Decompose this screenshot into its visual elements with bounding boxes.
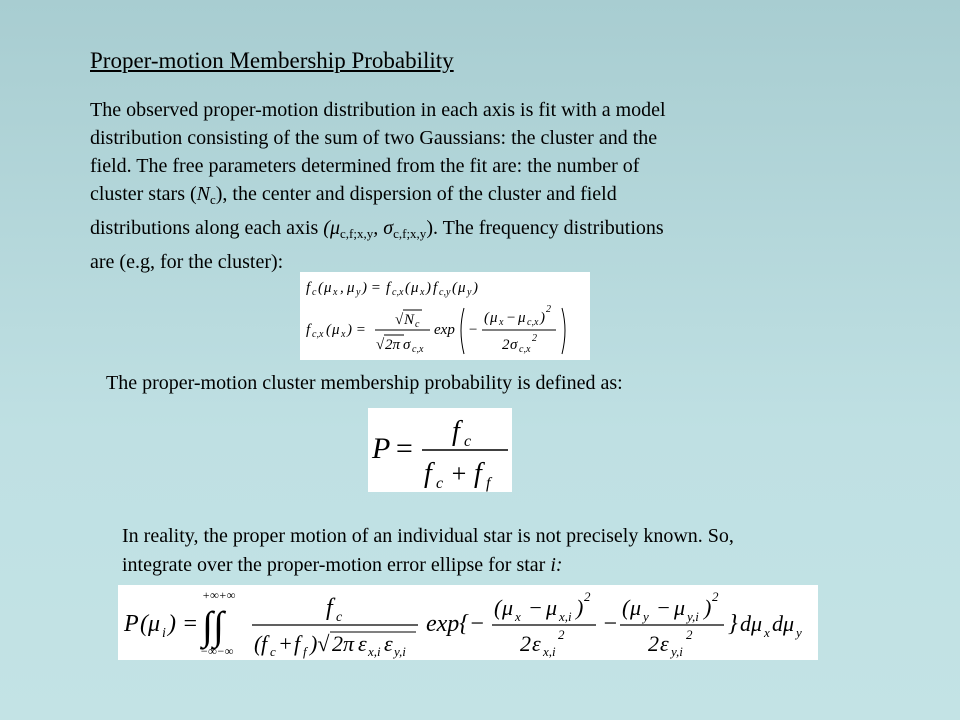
svg-text:μ: μ	[546, 595, 558, 620]
svg-text:f: f	[294, 631, 301, 656]
svg-text:+: +	[450, 459, 468, 488]
svg-text:}: }	[728, 611, 738, 637]
svg-text:2: 2	[546, 304, 551, 315]
svg-text:−∞−∞: −∞−∞	[200, 644, 234, 658]
svg-text:2: 2	[648, 631, 659, 656]
svg-text:μ: μ	[458, 280, 466, 296]
text-line: The observed proper-motion distribution in each axis is fit with a model	[90, 99, 666, 121]
svg-text:,: ,	[340, 280, 344, 296]
svg-text:f: f	[474, 458, 482, 489]
svg-text:−: −	[656, 595, 671, 620]
svg-text:2: 2	[712, 589, 719, 604]
svg-text:(: (	[622, 595, 630, 620]
svg-text:P: P	[124, 611, 139, 637]
svg-text:√: √	[376, 337, 385, 353]
svg-text:+∞+∞: +∞+∞	[202, 588, 236, 602]
svg-text:(: (	[494, 595, 502, 620]
svg-text:f: f	[433, 280, 438, 296]
svg-text:ε: ε	[660, 631, 669, 656]
svg-text:μ: μ	[332, 322, 340, 338]
text-line	[122, 551, 882, 580]
svg-text:f: f	[303, 644, 307, 659]
svg-text:(: (	[140, 611, 148, 637]
svg-text:μ: μ	[347, 280, 355, 296]
intro-paragraph	[90, 96, 800, 276]
svg-text:y: y	[796, 625, 802, 640]
svg-text:y: y	[643, 609, 649, 624]
text-line: distribution consisting of the sum of two Gaussians: the cluster and the	[90, 127, 658, 149]
symbol-n: N	[196, 183, 210, 205]
svg-text:c,x: c,x	[519, 344, 531, 355]
subscript-mu: c,f;x,y	[340, 226, 374, 241]
svg-text:−: −	[528, 595, 543, 620]
symbol-sigma: , σ	[373, 217, 394, 239]
svg-text:f: f	[424, 458, 432, 489]
svg-text:2: 2	[502, 337, 510, 353]
svg-text:y,i: y,i	[687, 609, 699, 624]
svg-text:∫∫: ∫∫	[202, 603, 224, 648]
svg-text:c,x: c,x	[412, 344, 424, 355]
svg-text:x: x	[499, 317, 504, 328]
svg-text:c,x: c,x	[527, 317, 539, 328]
svg-text:x: x	[341, 329, 346, 340]
svg-text:dμ: dμ	[740, 611, 763, 636]
svg-text:2: 2	[584, 589, 591, 604]
svg-text:μ: μ	[490, 310, 498, 326]
subscript-c: c	[209, 192, 216, 207]
svg-text:): )	[473, 280, 478, 296]
svg-text:f: f	[306, 280, 311, 296]
svg-text:f: f	[306, 322, 311, 338]
svg-text:(: (	[405, 280, 410, 296]
svg-text:y,i: y,i	[671, 644, 683, 659]
svg-text:N: N	[404, 312, 415, 328]
svg-text:μ: μ	[502, 595, 514, 620]
svg-text:μ: μ	[411, 280, 419, 296]
svg-text:μ: μ	[324, 280, 332, 296]
svg-text:ε: ε	[358, 631, 367, 656]
svg-text:i: i	[162, 626, 166, 641]
frequency-equation-image	[300, 272, 590, 360]
svg-text:μ: μ	[630, 595, 642, 620]
subscript-sigma: c,f;x,y	[393, 226, 427, 241]
svg-text:P: P	[372, 432, 391, 465]
svg-text:√: √	[395, 312, 404, 328]
svg-text:c,x: c,x	[312, 329, 324, 340]
svg-text:x,i: x,i	[543, 644, 556, 659]
svg-text:y,i: y,i	[394, 644, 406, 659]
text-line	[90, 214, 800, 248]
svg-text:2: 2	[686, 627, 693, 642]
svg-text:σ: σ	[510, 337, 518, 353]
svg-text:μ: μ	[148, 611, 161, 637]
svg-text:x: x	[764, 625, 770, 640]
svg-text:c: c	[415, 319, 420, 330]
reality-paragraph	[122, 522, 882, 580]
svg-text:(: (	[254, 631, 262, 656]
svg-text:2: 2	[532, 333, 537, 344]
svg-text:dμ: dμ	[772, 611, 795, 636]
text-line: field. The free parameters determined from the fit are: the number of	[90, 155, 640, 177]
svg-text:c: c	[312, 287, 317, 298]
svg-text:) =: ) =	[347, 322, 366, 338]
svg-text:(: (	[318, 280, 323, 296]
svg-text:exp{−: exp{−	[426, 611, 486, 637]
svg-text:μ: μ	[674, 595, 686, 620]
svg-text:−: −	[602, 611, 619, 637]
svg-text:c: c	[336, 610, 343, 625]
svg-text:(: (	[452, 280, 457, 296]
svg-text:) =: ) =	[168, 611, 199, 637]
svg-text:f: f	[386, 280, 391, 296]
svg-text:−: −	[468, 322, 479, 338]
text-line: In reality, the proper motion of an individual star is not precisely known. So,	[122, 525, 734, 547]
text-line	[90, 180, 800, 214]
svg-text:c,y: c,y	[439, 287, 451, 298]
svg-text:2π: 2π	[385, 337, 401, 353]
svg-text:y: y	[356, 287, 361, 298]
symbol-i: i:	[550, 554, 563, 576]
svg-text:−: −	[506, 310, 517, 326]
svg-text:): )	[426, 280, 431, 296]
svg-text:c: c	[270, 644, 276, 659]
text-line: are (e.g, for the cluster):	[90, 251, 284, 273]
svg-text:σ: σ	[403, 337, 411, 353]
svg-text:x,i: x,i	[368, 644, 381, 659]
svg-text:y: y	[467, 287, 472, 298]
svg-text:(: (	[484, 310, 489, 326]
svg-text:x: x	[515, 609, 521, 624]
svg-text:2: 2	[520, 631, 531, 656]
integral-equation-image	[118, 585, 818, 660]
text-span: ), the center and dispersion of the cluster and field	[215, 183, 617, 205]
svg-text:f: f	[486, 475, 491, 492]
svg-text:x: x	[420, 287, 425, 298]
svg-text:c,x: c,x	[392, 287, 404, 298]
svg-text:)√: )√	[310, 631, 330, 656]
svg-text:2π: 2π	[332, 631, 355, 656]
svg-text:ε: ε	[384, 631, 393, 656]
svg-text:+: +	[278, 631, 293, 656]
svg-text:c: c	[436, 475, 444, 492]
text-span: The frequency distributions	[437, 217, 664, 239]
svg-text:): )	[576, 595, 584, 620]
svg-text:): )	[704, 595, 712, 620]
svg-text:f: f	[261, 631, 268, 656]
svg-text:x: x	[333, 287, 338, 298]
svg-text:c: c	[464, 433, 472, 450]
svg-text:(: (	[326, 322, 331, 338]
svg-text:) =: ) =	[362, 280, 381, 296]
text-span: distributions along each axis	[90, 217, 324, 239]
text-span: ).	[426, 217, 438, 239]
slide-title: Proper-motion Membership Probability	[90, 48, 454, 73]
svg-text:ε: ε	[532, 631, 541, 656]
svg-text:): )	[540, 310, 545, 326]
svg-text:f: f	[452, 416, 460, 447]
svg-text:f: f	[326, 595, 333, 621]
svg-text:exp: exp	[434, 322, 455, 338]
membership-definition-text: The proper-motion cluster membership probability is defined as:	[106, 372, 623, 394]
svg-text:=: =	[394, 432, 415, 465]
svg-text:2: 2	[558, 627, 565, 642]
svg-text:μ: μ	[518, 310, 526, 326]
svg-text:x,i: x,i	[559, 609, 572, 624]
probability-equation-image	[368, 408, 512, 492]
symbol-mu: (μ	[323, 217, 340, 239]
text-span: cluster stars (	[90, 183, 197, 205]
text-span: integrate over the proper-motion error ellipse for star	[122, 554, 551, 576]
